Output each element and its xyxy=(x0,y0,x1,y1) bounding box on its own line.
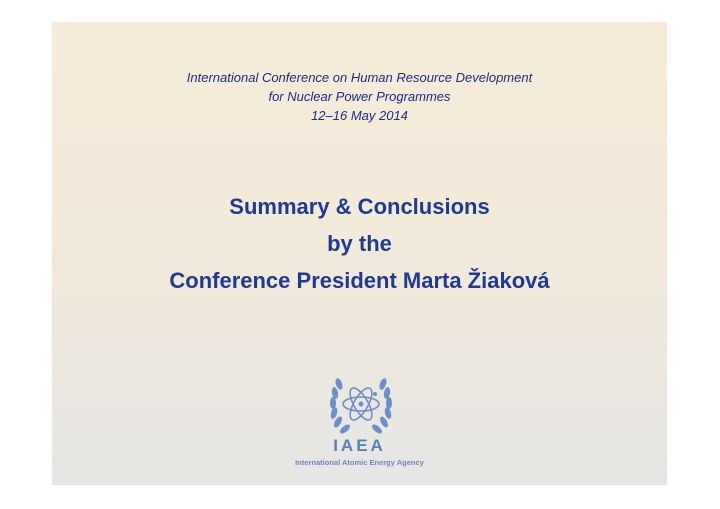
conference-info xyxy=(52,68,667,125)
slide xyxy=(52,22,667,485)
conference-name-line2: for Nuclear Power Programmes xyxy=(268,89,451,104)
iaea-agency-name: International Atomic Energy Agency xyxy=(295,458,424,467)
slide-title xyxy=(52,188,667,299)
iaea-acronym: IAEA xyxy=(333,436,386,455)
title-line1: Summary & Conclusions xyxy=(229,194,490,219)
conference-name-line1: International Conference on Human Resource Development xyxy=(186,70,533,85)
conference-dates: 12–16 May 2014 xyxy=(311,108,408,123)
title-line2: by the xyxy=(327,231,392,256)
title-line3: Conference President Marta Žiaková xyxy=(169,268,550,293)
